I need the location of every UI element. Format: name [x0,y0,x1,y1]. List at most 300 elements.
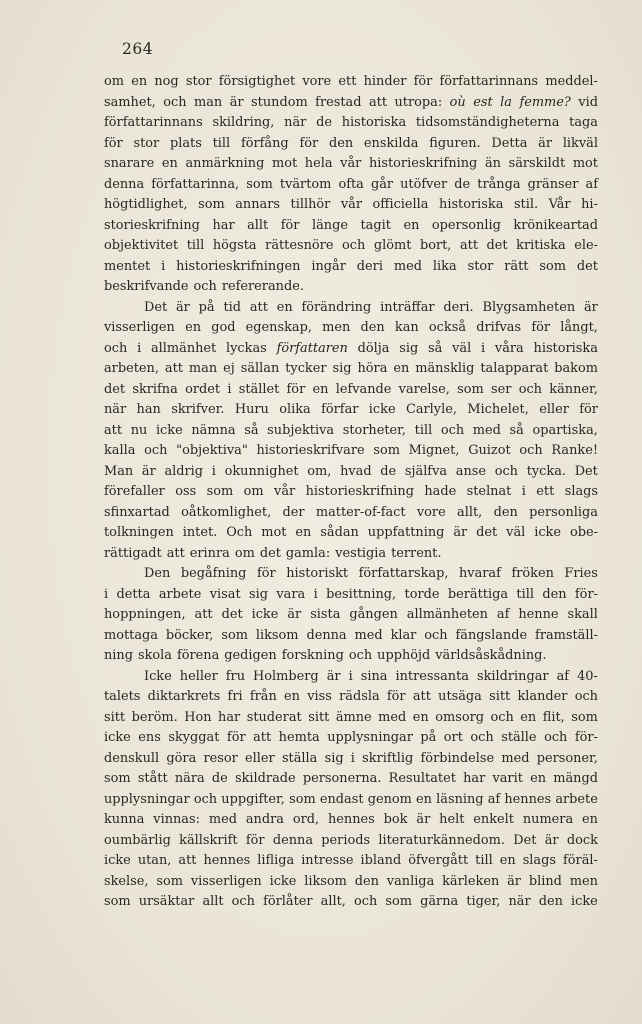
text-line [104,482,598,503]
word: att [166,545,185,561]
word: Michelet, [467,402,529,417]
word: och [104,340,128,356]
word: i [161,258,166,274]
word: liksom [255,627,299,643]
word: tillhör [290,197,331,212]
word: försigtighet [218,74,296,89]
text-line [104,93,598,114]
text-line [104,339,598,360]
text-line [104,195,598,216]
word: har [463,771,486,786]
word: som [104,894,131,909]
word: icke [534,525,562,540]
word: det [476,525,498,540]
word: rätt [504,258,529,274]
word: mänsklig [415,361,475,376]
word: stelnat [466,484,512,499]
word: stil. [513,197,539,212]
word: fröken [511,566,554,581]
word: uppfattning [367,525,445,540]
word: en [161,156,178,171]
word: fri [227,689,243,704]
word: men [322,320,351,335]
text-line [104,175,598,196]
word: kritiska [516,238,566,253]
word: den [354,873,379,889]
text-line [104,236,598,257]
italic-word: où [449,94,466,110]
word: subjektiva [267,422,335,438]
word: och [544,730,568,745]
word: dock [566,832,598,848]
word: källskrift [179,832,238,848]
word: vore [302,74,332,89]
page-number: 264 [122,40,154,58]
word: kalla [104,443,136,458]
word: ej [223,361,235,376]
word: eller [539,402,569,417]
word: forskning [281,648,344,663]
word: förbindelse [420,750,495,766]
word: och [440,422,465,438]
word: så [244,422,259,438]
word: med [472,422,501,438]
word: af [585,176,598,192]
text-line [104,318,598,339]
word: och [231,894,255,909]
word: han [136,402,161,417]
word: skriftlig [362,750,414,766]
word: opersonlig [431,217,501,233]
word: Holmberg [253,668,319,684]
word: och [574,689,598,704]
word: sitt [308,709,330,725]
word: denskull [104,750,160,766]
word: med [208,812,237,827]
word: historieskrifning [305,484,414,499]
word: höra [357,361,388,376]
word: Detta [491,135,528,151]
word: glömt [373,238,412,253]
word: är [544,832,559,848]
word: särskildt [508,156,566,171]
word: detta [116,586,151,602]
word: när [508,894,531,909]
word: ord, [292,812,320,827]
word: intressanta [395,668,469,684]
text-line [104,154,598,175]
word: rättigadt [104,545,162,561]
word: upphöjd [377,648,431,663]
word: eller [245,750,275,766]
word: en [185,320,201,335]
word: en [412,709,429,725]
word: ställa [281,750,318,766]
word: stället [238,381,280,397]
word: är [453,525,468,540]
word: är [141,463,156,479]
word: anse [455,463,486,479]
word: så [509,422,524,438]
word: med [378,709,407,725]
word: har [218,709,241,725]
word: gedigen [224,648,277,663]
word: intet. [182,525,218,540]
word: som [385,894,413,909]
word: klar [390,627,417,643]
word: förena [176,648,220,663]
word: att [253,730,272,745]
word: okunnighet [224,463,299,479]
word: historiska [439,197,504,212]
word: framställ- [535,627,598,643]
word: stor [133,135,160,151]
word: "objektiva" [176,443,248,458]
word: numera [522,812,574,827]
word: af [556,668,570,684]
word: torde [404,586,440,602]
word: opartiska, [532,422,598,438]
word: bakom [554,361,598,376]
word: författarskap, [358,566,449,581]
word: den [538,894,563,909]
word: personliga [529,504,598,520]
word: hade [424,484,457,499]
word: vår [340,156,362,171]
word: Guizot [468,443,511,458]
text-line [104,790,598,811]
word: skildring, [212,115,275,130]
text-line [104,134,598,155]
word: de [211,771,228,786]
word: skall [567,607,598,622]
word: att [178,853,197,868]
word: tid [223,299,241,315]
word: frestad [315,94,362,110]
word: hennes [328,812,375,827]
word: är [326,668,341,684]
word: för [286,381,306,397]
word: föräl- [563,853,598,868]
word: objektivitet [104,238,179,253]
word: refererande. [221,279,304,294]
word: personer, [536,750,598,766]
word: men [569,873,598,889]
word: till [212,135,231,151]
word: gången [349,607,398,622]
text-line [104,831,598,852]
word: lyckas [226,340,267,356]
word: i [481,340,486,356]
text-line [104,646,598,667]
text-line [104,277,598,298]
word: slags [522,853,556,868]
word: historiskt [286,566,349,581]
word: visat [209,586,241,602]
word: till [516,586,534,602]
word: utöfver [400,176,448,192]
word: och [354,894,378,909]
word: varit [492,771,523,786]
word: fängslande [455,627,528,643]
word: sitt [104,709,126,725]
word: Huru [234,402,269,417]
word: bok [383,812,408,827]
word: som [104,771,131,786]
word: har [212,217,235,233]
word: olika [279,402,311,417]
text-line [104,544,598,565]
word: för- [574,730,598,745]
word: författarinnans [439,74,539,89]
word: vara [276,586,306,602]
word: tolkningen [104,525,174,540]
word: Den [144,566,171,581]
word: omsorg [435,709,484,725]
word: blind [528,873,562,889]
word: och [163,94,187,110]
word: icke [251,607,279,622]
word: meddel- [545,74,598,89]
word: än [484,156,501,171]
word: icke [269,873,297,889]
text-line [104,216,598,237]
word: för [386,689,406,704]
word: heller [179,668,218,684]
word: en [393,361,410,376]
text-line [104,400,598,421]
word: en [499,853,516,868]
word: liksom [304,873,347,889]
word: viss [307,689,332,704]
word: allt [247,217,269,233]
word: att [412,689,431,704]
text-line [104,728,598,749]
word: historiska [341,115,407,130]
word: och [193,791,218,807]
word: oåtkomlighet, [181,504,272,520]
word: som [539,258,566,274]
word: ort [443,730,463,745]
word: skildrade [235,771,296,786]
word: för [531,320,551,335]
word: kärleken [442,873,500,889]
word: flit, [542,709,565,725]
word: förfång [240,135,289,151]
word: världsåskådning. [435,648,547,663]
word: enskilda [363,135,419,151]
word: en [312,381,329,397]
word: historieskrifning [368,156,478,171]
text-line [104,872,598,893]
word: lifliga [257,853,295,868]
word: med [393,258,422,274]
word: god [211,320,236,335]
word: historiska [533,340,598,356]
word: enkelt [473,812,514,827]
word: högsta [212,238,257,253]
word: stor [185,74,212,89]
word: i [137,340,142,356]
word: storieskrifning [104,217,200,233]
word: inträffar [380,299,435,315]
word: helt [439,812,465,827]
word: för [256,566,276,581]
word: oumbärlig [104,832,171,848]
word: stått [137,771,168,786]
word: är [584,299,598,315]
word: stor [467,258,494,274]
word: för [299,135,319,151]
word: långt, [560,320,598,335]
word: deri. [443,299,474,315]
word: tiger, [466,894,501,909]
word: rädsla [339,689,380,704]
word: är [507,873,521,889]
word: som [221,627,248,643]
word: som [156,873,183,889]
word: historieskrifvare [256,443,365,458]
word: ning [104,648,133,663]
word: som [198,197,225,212]
word: väl [506,525,526,540]
word: visserligen [104,320,175,335]
word: ibland [360,853,402,868]
word: förlåter [263,894,313,909]
word: i [350,750,355,766]
word: studerat [246,709,302,725]
word: hela [304,156,333,171]
word: terrent. [391,545,442,561]
word: dölja [357,340,390,356]
word: Mignet, [408,443,460,458]
word: det [104,381,126,397]
word: den [360,320,385,335]
word: ursäktar [138,894,195,909]
text-line [104,441,598,462]
word: hoppningen, [104,607,186,622]
word: besittning, [326,586,397,602]
word: är [229,94,244,110]
italic-word: est [473,94,493,110]
word: ens [138,730,161,745]
word: hvad [340,463,372,479]
word: rättesnöre [265,238,334,253]
word: författarinna, [151,176,240,192]
word: allt, [457,504,483,520]
word: likväl [562,135,598,151]
word: för [413,74,433,89]
word: sina [360,668,388,684]
word: af [487,791,501,807]
word: sfinxartad [104,504,170,520]
word: historieskrifningen [176,258,301,274]
word: beröm. [131,709,178,725]
word: oss [175,484,197,499]
word: väl [452,340,472,356]
word: ställe [501,730,537,745]
word: vår [274,484,296,499]
word: Resultatet [388,771,456,786]
word: utropa: [394,94,443,110]
word: vår [340,197,362,212]
word: i [227,381,232,397]
word: skrifna [132,381,178,397]
word: vore [416,504,446,520]
word: nämna [191,422,236,438]
word: icke [104,730,131,745]
word: i [348,668,353,684]
word: sig [324,750,344,766]
word: erinra [189,545,230,561]
word: skola [137,648,172,663]
word: är [287,607,302,622]
word: så [428,340,443,356]
word: ämne [335,709,372,725]
word: slags [564,484,598,499]
word: arbete [555,791,598,807]
word: officiella [372,197,429,212]
word: trånga [477,176,521,192]
word: visserligen [190,873,262,889]
word: arbete [158,586,202,602]
word: förfar [321,402,359,417]
text-line [104,749,598,770]
word: med [501,750,530,766]
text-line [104,72,598,93]
word: Man [104,463,134,479]
word: sällan [240,361,280,376]
word: upplysningar [327,730,413,745]
word: icke [155,422,183,438]
word: de [380,463,397,479]
word: Icke [144,668,172,684]
word: en [416,791,432,807]
word: man [188,361,218,376]
word: tvärtom [279,176,332,192]
word: och [490,709,514,725]
text-line [104,810,598,831]
word: att [368,94,387,110]
word: som [246,176,273,192]
word: för [280,217,300,233]
word: henne [518,607,559,622]
word: sitt [489,689,511,704]
word: hennes [504,791,552,807]
word: känner, [549,381,598,397]
word: Det [144,299,168,315]
word: för [245,832,265,848]
word: vanliga [386,873,435,889]
word: den [542,586,567,602]
word: tagit [360,217,391,233]
word: icke [571,894,598,909]
word: om [243,484,264,499]
word: förändring [301,299,372,315]
text-line [104,605,598,626]
word: begåfning [180,566,247,581]
word: fru [225,668,246,684]
word: Vår [548,197,571,212]
text-line [104,503,598,524]
word: gärna [420,894,459,909]
text-line [104,523,598,544]
word: det [486,238,508,253]
word: är [538,135,553,151]
word: är [175,299,190,315]
word: som [373,443,400,458]
word: lefvande [335,381,392,397]
